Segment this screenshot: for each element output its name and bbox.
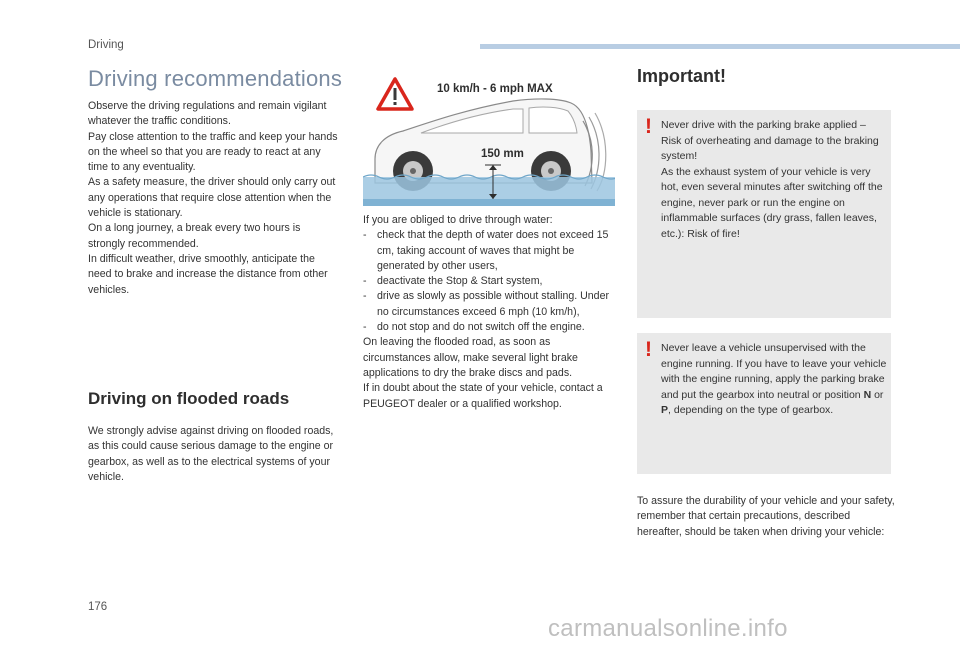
list-item	[363, 289, 617, 320]
list-item	[363, 274, 617, 289]
list-dash: -	[363, 321, 367, 334]
warning-text-part: , depending on the type of gearbox.	[668, 404, 834, 416]
list-item-text: deactivate the Stop & Start system,	[377, 275, 543, 288]
after-paragraph: On leaving the flooded road, as soon as circumstances allow, make several light brake applications to dry the brake discs and pads.	[363, 336, 578, 379]
list-item	[363, 320, 617, 335]
flooded-road-illustration	[363, 71, 615, 206]
instructions-lead: If you are obliged to drive through water:	[363, 214, 553, 226]
flooded-roads-text	[88, 424, 336, 485]
exclamation-icon: !	[645, 338, 652, 361]
closing-paragraph: To assure the durability of your vehicle and your safety, remember that certain precautions, described hereafter, should be taken when driving your vehicle:	[637, 495, 895, 538]
list-item-text: do not stop and do not switch off the engine.	[377, 321, 585, 334]
header-accent-bar	[480, 44, 960, 49]
exclamation-icon: !	[645, 115, 652, 138]
list-item-text: drive as slowly as possible without stalling. Under no circumstances exceed 6 mph (10 km/h),	[377, 290, 609, 318]
water-depth-label: 150 mm	[481, 148, 524, 160]
warning-text-part: Never leave a vehicle unsupervised with the engine running. If you have to leave your vehicle with the engine running, apply the parking brake and put the gearbox into neutral or position	[661, 342, 887, 401]
intro-paragraph: Pay close attention to the traffic and keep your hands on the wheel so that you are ready to react at any time to any eventuality.	[88, 130, 338, 174]
intro-paragraph: Observe the driving regulations and remain vigilant whatever the traffic conditions.	[88, 100, 327, 128]
warning-text	[661, 341, 887, 419]
closing-text	[637, 494, 895, 540]
list-dash: -	[363, 290, 367, 303]
intro-paragraph: On a long journey, a break every two hours is strongly recommended.	[88, 222, 301, 250]
warning-text	[661, 118, 887, 242]
warning-box	[637, 110, 891, 318]
intro-paragraph: In difficult weather, drive smoothly, anticipate the need to brake and increase the distance from other vehicles.	[88, 252, 328, 296]
watermark: carmanualsonline.info	[548, 615, 788, 642]
intro-text	[88, 99, 340, 298]
after-paragraph: If in doubt about the state of your vehicle, contact a PEUGEOT dealer or a qualified workshop.	[363, 382, 603, 410]
important-heading: Important!	[637, 66, 726, 86]
gear-position-n: N	[863, 388, 872, 401]
warning-paragraph: As the exhaust system of your vehicle is very hot, even several minutes after switching off the engine, never park or run the engine on inflammable surfaces (dry grass, fallen leaves, etc.): Risk of fire!	[661, 165, 883, 240]
gear-position-p: P	[661, 404, 669, 416]
list-item	[363, 228, 617, 274]
list-dash: -	[363, 275, 367, 288]
page-number: 176	[88, 601, 108, 613]
intro-paragraph: As a safety measure, the driver should only carry out any operations that require close attention when the vehicle is stationary.	[88, 176, 336, 220]
water-instructions	[363, 213, 617, 412]
warning-paragraph	[661, 341, 887, 419]
warning-paragraph: Never drive with the parking brake applied – Risk of overheating and damage to the braking system!	[661, 119, 879, 162]
speed-limit-label: 10 km/h - 6 mph MAX	[437, 83, 553, 95]
warning-text-part: or	[871, 388, 884, 401]
section-tab: Driving	[88, 39, 124, 51]
list-dash: -	[363, 229, 367, 242]
flooded-roads-heading: Driving on flooded roads	[88, 389, 290, 408]
page-title: Driving recommendations	[88, 66, 343, 91]
warning-box	[637, 333, 891, 474]
list-item-text: check that the depth of water does not exceed 15 cm, taking account of waves that might be generated by other users,	[377, 229, 609, 272]
flooded-roads-paragraph: We strongly advise against driving on flooded roads, as this could cause serious damage to the engine or gearbox, as well as to the electrical systems of your vehicle.	[88, 425, 334, 483]
